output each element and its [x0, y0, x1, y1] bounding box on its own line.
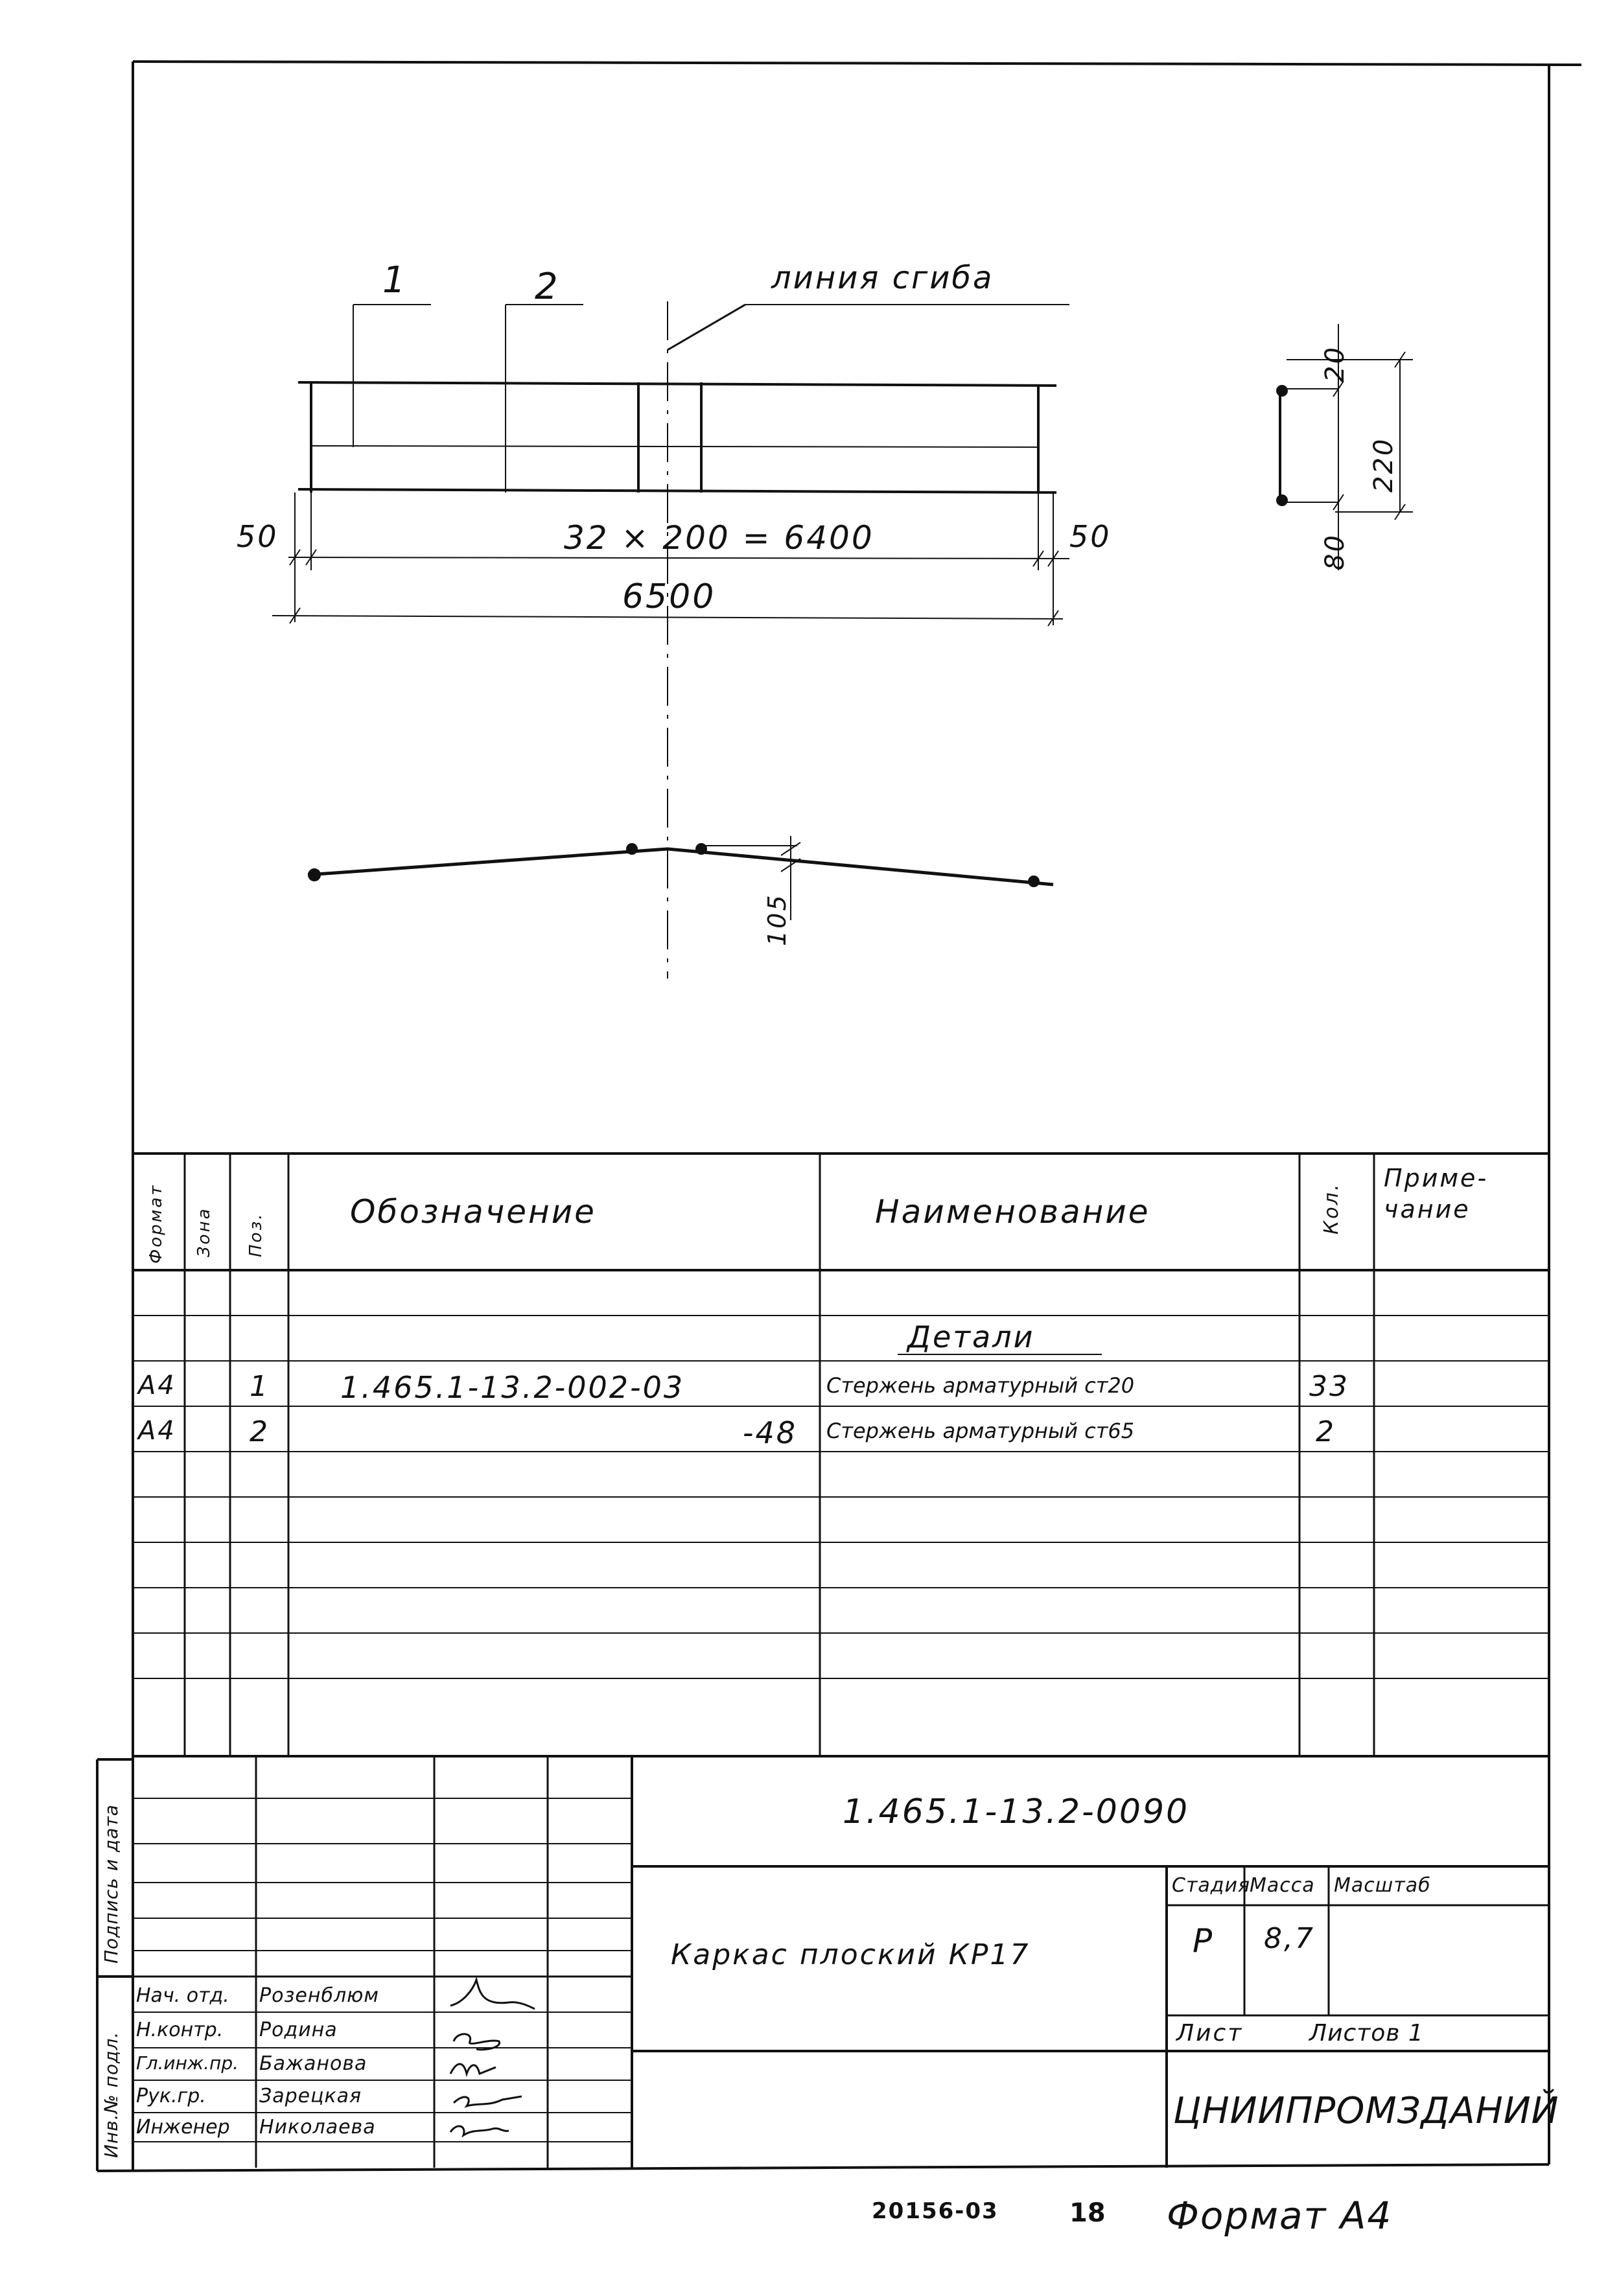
row-1-name: Стержень арматурный ст20	[826, 1373, 1135, 1398]
spec-table-lines	[133, 1154, 1549, 1756]
person-name-5: Николаева	[259, 2116, 376, 2139]
frame-top-line	[133, 62, 1581, 65]
mass-header: Масса	[1250, 1874, 1315, 1897]
side-sign-date: Подпись и дата	[100, 1804, 122, 1964]
person-name-3: Бажанова	[259, 2052, 367, 2075]
person-name-4: Зарецкая	[259, 2085, 362, 2107]
signature-5	[450, 2126, 509, 2135]
dim-total-length: 6500	[622, 577, 716, 616]
header-format: Формат	[146, 1183, 166, 1264]
frame-bottom-line	[97, 2164, 1549, 2171]
sheets-label: Листов 1	[1309, 2020, 1424, 2047]
page-number: 18	[1069, 2198, 1106, 2228]
header-pos: Поз.	[246, 1212, 266, 1257]
row-1-format: А4	[138, 1371, 176, 1400]
scale-header: Масштаб	[1334, 1874, 1431, 1897]
header-name: Наименование	[875, 1193, 1150, 1231]
person-role-5: Инженер	[136, 2116, 230, 2139]
document-code: 1.465.1-13.2-0090	[843, 1792, 1190, 1831]
header-designation: Обозначение	[350, 1193, 596, 1231]
top-rod	[298, 382, 1056, 386]
position-label-1: 1	[382, 259, 408, 301]
bottom-rod	[298, 489, 1056, 493]
fold-line-label: линия сгиба	[771, 260, 994, 296]
signature-1	[450, 1980, 535, 2009]
person-role-3: Гл.инж.пр.	[136, 2052, 239, 2074]
mass-value: 8,7	[1264, 1922, 1315, 1955]
dim-section-top: 20	[1320, 345, 1350, 382]
center-line	[311, 446, 1038, 447]
organization-name: ЦНИИПРОМЗДАНИЙ	[1173, 2090, 1559, 2132]
dim-left-offset: 50	[237, 519, 279, 554]
person-role-1: Нач. отд.	[136, 1984, 229, 2007]
section-title-details: Детали	[907, 1319, 1035, 1354]
dim-rise: 105	[763, 893, 791, 946]
dim-section-bottom: 80	[1320, 533, 1350, 570]
signatures	[437, 1977, 548, 2145]
signature-2	[454, 2034, 500, 2050]
signature-4	[454, 2096, 522, 2106]
position-label-2: 2	[535, 266, 560, 308]
stage-header: Стадия	[1172, 1874, 1251, 1897]
header-zone: Зона	[194, 1207, 214, 1257]
row-1-pos: 1	[250, 1370, 270, 1403]
person-name-2: Родина	[259, 2019, 338, 2041]
row-1-qty: 33	[1309, 1370, 1349, 1403]
dim-line-1	[288, 557, 1069, 559]
row-2-name: Стержень арматурный ст65	[826, 1419, 1135, 1443]
dim-right-offset: 50	[1069, 519, 1112, 554]
fold-leader	[668, 305, 745, 350]
person-role-2: Н.контр.	[136, 2019, 224, 2041]
sheet-label: Лист	[1176, 2020, 1244, 2047]
drawing-title: Каркас плоский КР17	[671, 1938, 1031, 1971]
header-note: Приме-чание	[1384, 1164, 1489, 1223]
row-2-pos: 2	[250, 1415, 270, 1448]
elevation-view	[308, 836, 1053, 920]
signature-3	[450, 2064, 496, 2074]
row-2-designation: -48	[742, 1415, 797, 1450]
dim-section-mid: 220	[1369, 437, 1399, 493]
row-1-designation: 1.465.1-13.2-002-03	[340, 1370, 685, 1405]
stage-value: Р	[1193, 1922, 1215, 1960]
row-2-format: А4	[138, 1416, 176, 1446]
stamp-code: 20156-03	[872, 2198, 999, 2224]
dim-spacing: 32 × 200 = 6400	[564, 519, 874, 557]
header-qty: Кол.	[1320, 1182, 1343, 1235]
side-inv-no: Инв.№ подл.	[100, 2031, 122, 2158]
format-label: Формат А4	[1167, 2194, 1393, 2238]
person-name-1: Розенблюм	[259, 1984, 380, 2007]
row-2-qty: 2	[1316, 1415, 1336, 1448]
person-role-4: Рук.гр.	[136, 2085, 206, 2107]
